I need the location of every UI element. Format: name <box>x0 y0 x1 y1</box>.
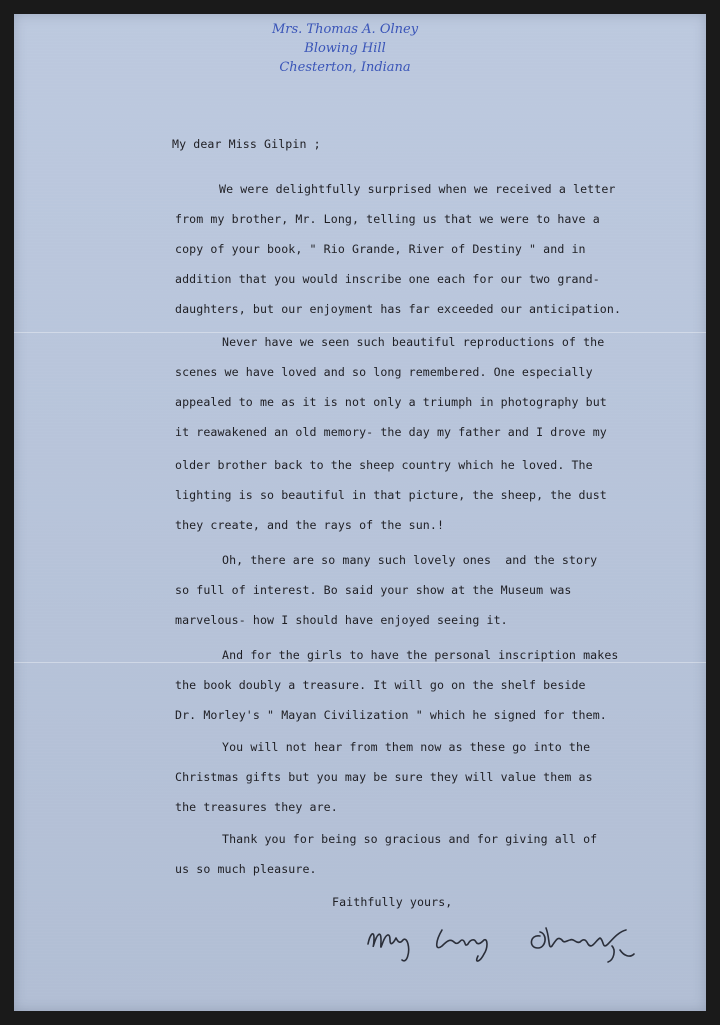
letter-line: Christmas gifts but you may be sure they will value them as <box>175 770 593 784</box>
letter-line: the treasures they are. <box>175 800 338 814</box>
letter-line: Thank you for being so gracious and for giving all of <box>222 832 598 846</box>
letter-line: lighting is so beautiful in that picture, the sheep, the dust <box>175 488 607 502</box>
letter-line: scenes we have loved and so long remembered. One especially <box>175 365 593 379</box>
letter-line: it reawakened an old memory- the day my father and I drove my <box>175 425 607 439</box>
letter-line: addition that you would inscribe one each for our two grand- <box>175 272 600 286</box>
letter-line: daughters, but our enjoyment has far exceeded our anticipation. <box>175 302 622 316</box>
letterhead <box>200 20 490 77</box>
closing: Faithfully yours, <box>332 895 453 909</box>
letter-line: marvelous- how I should have enjoyed seeing it. <box>175 613 508 627</box>
signature-icon <box>350 910 660 970</box>
handwritten-signature <box>350 910 660 975</box>
letter-line: so full of interest. Bo said your show at the Museum was <box>175 583 572 597</box>
letter-line: Dr. Morley's " Mayan Civilization " which he signed for them. <box>175 708 607 722</box>
letter-line: Oh, there are so many such lovely ones and the story <box>222 553 598 567</box>
letter-line: Never have we seen such beautiful reproductions of the <box>222 335 605 349</box>
letter-line: from my brother, Mr. Long, telling us that we were to have a <box>175 212 600 226</box>
letter-line: they create, and the rays of the sun.! <box>175 518 445 532</box>
letterhead-name: Mrs. Thomas A. Olney <box>271 22 419 37</box>
letter-line: copy of your book, " Rio Grande, River of Destiny " and in <box>175 242 586 256</box>
letter-line: the book doubly a treasure. It will go on the shelf beside <box>175 678 586 692</box>
letterhead-place: Blowing Hill <box>304 41 386 56</box>
letter-line: us so much pleasure. <box>175 862 317 876</box>
letterhead-city: Chesterton, Indiana <box>279 60 411 75</box>
letter-line: We were delightfully surprised when we received a letter <box>219 182 616 196</box>
letter-body <box>160 130 700 909</box>
letter-line: appealed to me as it is not only a triumph in photography but <box>175 395 607 409</box>
letter-line: older brother back to the sheep country which he loved. The <box>175 458 593 472</box>
fold-line <box>14 662 706 663</box>
letter-line: You will not hear from them now as these go into the <box>222 740 591 754</box>
salutation: My dear Miss Gilpin ; <box>172 137 321 151</box>
letter-line: And for the girls to have the personal inscription makes <box>222 648 619 662</box>
